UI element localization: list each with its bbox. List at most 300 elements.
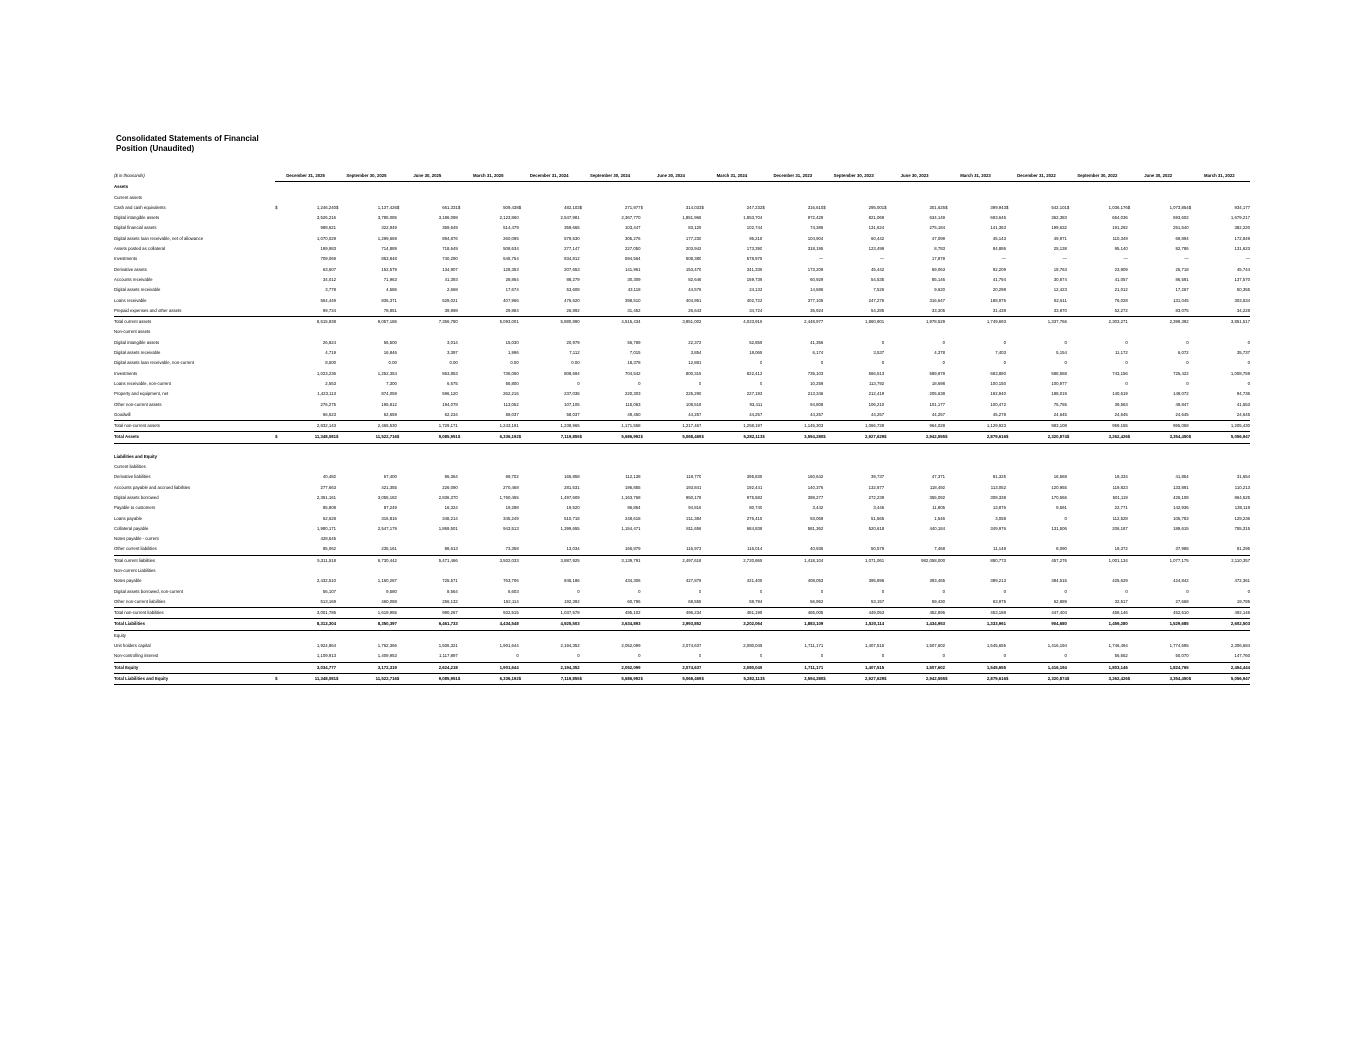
cell-value: 71,963 (383, 276, 397, 282)
cell-value: 2,367,770 (621, 215, 641, 221)
currency-symbol: $ (701, 432, 707, 443)
cell-value: 62,659 (383, 411, 397, 417)
cell-value: 271,977 (624, 204, 641, 210)
cell-value (1012, 443, 1067, 452)
financial-position-table (114, 171, 1250, 685)
cell-value: 1,258,197 (707, 421, 762, 432)
cell-value: 96,864 (627, 505, 641, 511)
cell-value: 16,846 (383, 350, 397, 356)
cell-value: — (1123, 256, 1128, 262)
cell-value: 1,980,171 (316, 525, 336, 531)
statement-row (114, 327, 1250, 337)
currency-symbol: $ (1066, 204, 1070, 210)
cell-value (1134, 566, 1189, 576)
cell-value: 395,896 (868, 578, 885, 584)
cell-value (1195, 566, 1250, 576)
cell-value: 31,452 (627, 307, 641, 313)
cell-value: 359,665 (564, 225, 580, 231)
cell-value: 85,062 (322, 546, 336, 552)
cell-value (647, 193, 702, 203)
cell-value: 874,059 (381, 391, 397, 397)
section-heading-row (114, 452, 1250, 462)
cell-value: 162,114 (503, 598, 519, 604)
currency-symbol: $ (1188, 204, 1192, 210)
statement-row (114, 317, 1250, 328)
statement-row (114, 348, 1250, 358)
currency-symbol: $ (1127, 204, 1131, 210)
cell-value: 2,306,684 (1230, 643, 1250, 649)
cell-value: 99,734 (322, 307, 336, 313)
cell-value (464, 452, 519, 462)
cell-value: 0 (820, 653, 824, 659)
cell-value (525, 193, 580, 203)
cell-value: 193,841 (685, 484, 702, 490)
cell-value: — (879, 256, 885, 262)
column-header: September 30, 2023 (823, 171, 884, 182)
cell-value: 18,378 (627, 360, 641, 366)
cell-value (707, 566, 762, 576)
row-label: Digital assets loan receivable, net of allowance (114, 235, 204, 241)
cell-value: 453,188 (951, 608, 1006, 619)
cell-value: 2,497,618 (647, 555, 702, 566)
cell-value: 276,415 (746, 515, 763, 521)
statement-row (114, 651, 1250, 662)
cell-value: 1,746,494 (1108, 643, 1128, 649)
cell-value: 63,975 (992, 598, 1006, 604)
cell-value: 25,138 (1053, 246, 1067, 252)
currency-symbol: $ (762, 204, 765, 210)
cell-value: 160,642 (807, 474, 824, 480)
cell-value: 683,880 (990, 370, 1006, 376)
statement-row (114, 234, 1250, 244)
cell-value: 118,492 (929, 484, 946, 490)
cell-value: 0 (699, 653, 702, 659)
cell-value (707, 462, 762, 472)
cell-value: 9,057,186 (342, 317, 397, 328)
cell-value (1012, 182, 1067, 193)
cell-value: 800,315 (685, 370, 702, 376)
column-header: March 31, 2023 (945, 171, 1006, 182)
cell-value (647, 462, 702, 472)
cell-value: 0 (1247, 380, 1250, 386)
cell-value: 14,686 (810, 287, 824, 293)
cell-value: 6,174 (812, 350, 824, 356)
cell-value: 1,423,113 (317, 391, 336, 397)
cell-value: 0 (881, 339, 885, 345)
cell-value (586, 327, 641, 337)
cell-value: 4,719 (325, 350, 336, 356)
cell-value: 8,515,938 (281, 317, 336, 328)
cell-value: 81,325 (992, 474, 1006, 480)
cell-value: 12,881 (688, 360, 702, 366)
cell-value: 3,526,216 (316, 215, 336, 221)
cell-value: 45,442 (871, 266, 885, 272)
cell-value: 191,292 (1112, 225, 1128, 231)
cell-value: 634,149 (929, 215, 946, 221)
cell-value: 275,184 (929, 225, 946, 231)
cell-value: 1,037,578 (525, 608, 580, 619)
cell-value: 53,608 (566, 287, 580, 293)
statement-row (114, 369, 1250, 379)
cell-value: 128,353 (503, 266, 519, 272)
cell-value: 100,977 (1051, 380, 1067, 386)
cell-value (586, 182, 641, 193)
cell-value: 88,613 (444, 546, 458, 552)
cell-value (890, 452, 945, 462)
currency-symbol: $ (275, 204, 278, 210)
cell-value: 62,889 (1053, 598, 1067, 604)
cell-value: 460,088 (381, 598, 397, 604)
row-label (114, 443, 275, 452)
cell-value: 972,429 (807, 215, 824, 221)
cell-value: 49,450 (627, 411, 641, 417)
currency-symbol: $ (1006, 673, 1012, 684)
cell-value: 2,832,143 (281, 421, 336, 432)
row-label: Non-current assets (114, 329, 151, 335)
cell-value: 1,066,728 (829, 421, 884, 432)
cell-value: 2,602,503 (1195, 619, 1250, 630)
cell-value: 93,069 (810, 515, 824, 521)
cell-value: 904,680 (1012, 619, 1067, 630)
cell-value: 465,005 (768, 608, 823, 619)
cell-value: 56,652 (1114, 653, 1128, 659)
statement-row (114, 597, 1250, 608)
column-header: March 31, 2022 (1189, 171, 1250, 182)
cell-value (586, 443, 641, 452)
cell-value: 3,055,182 (377, 494, 397, 500)
cell-value: 112,528 (1112, 515, 1128, 521)
cell-value: 1,137,426 (377, 204, 397, 210)
cell-value: 509,438 (503, 204, 519, 210)
cell-value: 1,160,287 (377, 578, 397, 584)
cell-value: 59,794 (749, 598, 763, 604)
cell-value: 3,634,893 (586, 619, 641, 630)
cell-value: 3,001,786 (281, 608, 336, 619)
cell-value: 2,720,865 (707, 555, 762, 566)
cell-value (464, 566, 519, 576)
cell-value: 0 (759, 360, 763, 366)
cell-value: 0.00 (571, 360, 580, 366)
cell-value (890, 462, 945, 472)
cell-value: 149,072 (1173, 391, 1189, 397)
statement-row (114, 379, 1250, 389)
cell-value (951, 327, 1006, 337)
cell-value: 4,378 (934, 350, 946, 356)
cell-value: 7,300 (386, 380, 397, 386)
cell-value (403, 534, 458, 544)
cell-value: 106,210 (868, 401, 885, 407)
cell-value: — (1245, 256, 1250, 262)
cell-value: 173,390 (746, 246, 763, 252)
currency-symbol: $ (1006, 432, 1012, 443)
cell-value: 457,276 (1012, 555, 1067, 566)
cell-value: 0 (1186, 360, 1189, 366)
cell-value: 276,275 (320, 401, 336, 407)
column-header: September 30, 2025 (336, 171, 397, 182)
cell-value: 2,993,852 (647, 619, 702, 630)
column-header-row (114, 171, 1250, 182)
cell-value: 594,564 (624, 256, 641, 262)
cell-value: 3,502,033 (464, 555, 519, 566)
cell-value (707, 630, 762, 641)
cell-value (1012, 566, 1067, 576)
cell-value: 1,246,240 (316, 204, 336, 210)
currency-symbol: $ (397, 432, 403, 443)
cell-value (281, 452, 336, 462)
cell-value: 50,579 (871, 546, 885, 552)
cell-value: 6,072 (1177, 350, 1189, 356)
cell-value: 808,694 (564, 370, 580, 376)
statement-row (114, 514, 1250, 524)
currency-symbol: $ (275, 432, 281, 443)
cell-value: 199,983 (320, 246, 336, 252)
cell-value: 1,762,366 (377, 643, 397, 649)
cell-value: 44,576 (688, 287, 702, 293)
cell-value: 7,119,855 (525, 673, 580, 684)
cell-value: 34,228 (1236, 307, 1250, 313)
cell-value: 85,808 (322, 505, 336, 511)
statement-row (114, 566, 1250, 576)
cell-value: 1,154,471 (621, 525, 641, 531)
cell-value: 119,823 (1112, 484, 1128, 490)
cell-value: 173,209 (807, 266, 824, 272)
cell-value: 2,080,049 (707, 662, 762, 673)
cell-value: 56,789 (627, 339, 641, 345)
cell-value: 2,547,179 (377, 525, 397, 531)
cell-value: 3,172,319 (342, 662, 397, 673)
cell-value: 2,927,629 (829, 673, 884, 684)
cell-value: 725,571 (442, 578, 458, 584)
cell-value: 3,202,064 (707, 619, 762, 630)
cell-value (1012, 193, 1067, 203)
cell-value: 955,058 (1134, 421, 1189, 432)
cell-value: 142,936 (1173, 505, 1189, 511)
cell-value: 735,103 (807, 370, 824, 376)
cell-value: 1,729,171 (403, 421, 458, 432)
cell-value: 395,835 (746, 474, 763, 480)
cell-value: 13,034 (566, 546, 580, 552)
cell-value: 1,506,321 (438, 643, 458, 649)
currency-symbol: $ (1128, 673, 1134, 684)
cell-value: 11,522,716 (342, 432, 397, 443)
cell-value: 84,886 (992, 246, 1006, 252)
cell-value: 542,101 (1051, 204, 1067, 210)
cell-value: 13,876 (992, 505, 1006, 511)
cell-value (586, 193, 641, 203)
row-label: Notes payable (114, 578, 142, 584)
cell-value: 495,102 (586, 608, 641, 619)
cell-value: 194,078 (442, 401, 458, 407)
row-label: Digital financial assets (114, 225, 157, 231)
statement-row (114, 306, 1250, 317)
cell-value: 0 (820, 360, 824, 366)
statement-row (114, 503, 1250, 513)
cell-value: 1,407,515 (829, 662, 884, 673)
cell-value: 22,372 (688, 339, 702, 345)
cell-value: 0 (942, 653, 946, 659)
cell-value: 6,336,192 (464, 673, 519, 684)
cell-value: 74,386 (810, 225, 824, 231)
cell-value: 3,887,925 (525, 555, 580, 566)
cell-value: 26,643 (688, 307, 702, 313)
cell-value (707, 443, 762, 452)
cell-value: 35,737 (1236, 350, 1250, 356)
currency-symbol: $ (580, 673, 586, 684)
currency-symbol: $ (701, 204, 704, 210)
cell-value: 959,155 (1073, 421, 1128, 432)
cell-value: 5,686,992 (586, 432, 641, 443)
cell-value (403, 327, 458, 337)
cell-value: 9,620 (934, 287, 946, 293)
cell-value: 578,975 (746, 256, 763, 262)
cell-value (281, 630, 336, 641)
currency-symbol: $ (640, 204, 643, 210)
cell-value: 508,380 (685, 256, 702, 262)
cell-value: 0 (699, 380, 702, 386)
cell-value: 508,634 (503, 246, 519, 252)
cell-value: 2,052,099 (621, 643, 641, 649)
cell-value: 30,309 (627, 276, 641, 282)
cell-value: 3,058 (995, 515, 1006, 521)
cell-value (403, 452, 458, 462)
cell-value: 19,520 (566, 505, 580, 511)
cell-value: 141,961 (624, 266, 641, 272)
cell-value: 60,796 (627, 598, 641, 604)
cell-value (1134, 443, 1189, 452)
cell-value: 11,148 (993, 546, 1006, 552)
cell-value: 1,711,171 (804, 643, 824, 649)
currency-symbol: $ (945, 432, 951, 443)
cell-value: 3,785,085 (377, 215, 397, 221)
cell-value: 59,430 (931, 598, 946, 604)
cell-value: 49,847 (1175, 401, 1189, 407)
cell-value: 4,515,434 (586, 317, 641, 328)
row-label: Total current assets (114, 317, 275, 328)
cell-value (768, 443, 823, 452)
cell-value: 2,836,370 (438, 494, 458, 500)
statement-row (114, 619, 1250, 630)
cell-value: 3,014 (447, 339, 458, 345)
cell-value (829, 462, 884, 472)
cell-value: 63,607 (322, 266, 336, 272)
cell-value: 129,236 (1234, 515, 1250, 521)
cell-value (281, 182, 336, 193)
cell-value: 1,824,765 (1134, 662, 1189, 673)
cell-value: 596,120 (442, 391, 458, 397)
cell-value: 227,050 (624, 246, 641, 252)
cell-value: 0 (1125, 360, 1128, 366)
cell-value: 8,564 (447, 588, 458, 594)
cell-value: 425,629 (1112, 578, 1128, 584)
cell-value: 1,546 (934, 515, 946, 521)
cell-value: 41,393 (444, 276, 458, 282)
cell-value: 2,074,637 (647, 662, 702, 673)
currency-symbol: $ (823, 432, 829, 443)
cell-value: 87,249 (383, 505, 397, 511)
cell-value (647, 566, 702, 576)
cell-value: 10,259 (810, 380, 824, 386)
cell-value: 116,014 (747, 546, 763, 552)
cell-value: 588,558 (1051, 370, 1067, 376)
statement-row (114, 544, 1250, 555)
cell-value (403, 566, 458, 576)
cell-value: 22,771 (1114, 505, 1128, 511)
cell-value: 501,119 (1112, 494, 1128, 500)
cell-value: 566,513 (868, 370, 885, 376)
cell-value (890, 630, 945, 641)
cell-value: 27,668 (1175, 598, 1189, 604)
cell-value: 0 (1186, 588, 1189, 594)
currency-symbol: $ (458, 673, 464, 684)
cell-value: 983,108 (1012, 421, 1067, 432)
cell-value: 1,978,529 (890, 317, 945, 328)
cell-value (1195, 534, 1250, 544)
cell-value: 7,119,855 (525, 432, 580, 443)
cell-value: 52,628 (322, 515, 336, 521)
cell-value (1195, 630, 1250, 641)
cell-value: 195,812 (381, 401, 397, 407)
row-label: Notes payable - current (114, 536, 159, 542)
currency-symbol: $ (1128, 432, 1134, 443)
cell-value: 2,668 (447, 287, 458, 293)
column-header: June 30, 2022 (1128, 171, 1189, 182)
cell-value (525, 462, 580, 472)
cell-value: 349,976 (990, 525, 1006, 531)
column-header: December 31, 2024 (519, 171, 580, 182)
cell-value: 0 (1186, 339, 1189, 345)
currency-symbol: $ (519, 432, 525, 443)
section-heading-row (114, 182, 1250, 193)
cell-value: 56,107 (322, 588, 336, 594)
cell-value: 3,594,280 (768, 673, 823, 684)
cell-value: 1,851,966 (682, 215, 702, 221)
cell-value (464, 630, 519, 641)
cell-value: 43,118 (627, 287, 641, 293)
cell-value (768, 566, 823, 576)
cell-value: 102,744 (746, 225, 763, 231)
cell-value: 172,849 (1234, 235, 1250, 241)
cell-value: 131,624 (868, 225, 885, 231)
currency-symbol: $ (336, 673, 342, 684)
cell-value (464, 182, 519, 193)
cell-value: 52,272 (1114, 307, 1128, 313)
cell-value: 141,363 (990, 225, 1006, 231)
row-label: Investments (114, 256, 138, 262)
cell-value: 8,090 (1056, 546, 1067, 552)
cell-value (281, 443, 336, 452)
cell-value: 1,416,194 (1012, 662, 1067, 673)
cell-value: 714,889 (381, 246, 397, 252)
cell-value: 41,057 (1114, 276, 1128, 282)
cell-value: 0 (699, 588, 702, 594)
currency-symbol: $ (580, 432, 586, 443)
row-label: Total Assets (114, 432, 275, 443)
cell-value (1134, 182, 1189, 193)
cell-value: 4,023,916 (707, 317, 762, 328)
cell-value (525, 534, 580, 544)
cell-value (829, 443, 884, 452)
cell-value: 0.00 (449, 360, 458, 366)
statement-row (114, 587, 1250, 597)
cell-value: 2,927,629 (829, 432, 884, 443)
row-label: Digital assets borrowed, non-current (114, 588, 184, 594)
cell-value: 348,214 (442, 515, 458, 521)
cell-value: 120,955 (1051, 484, 1067, 490)
cell-value: 314,033 (685, 204, 702, 210)
statement-row (114, 265, 1250, 275)
cell-value: 16,324 (444, 505, 458, 511)
cell-value: 36,924 (810, 307, 824, 313)
